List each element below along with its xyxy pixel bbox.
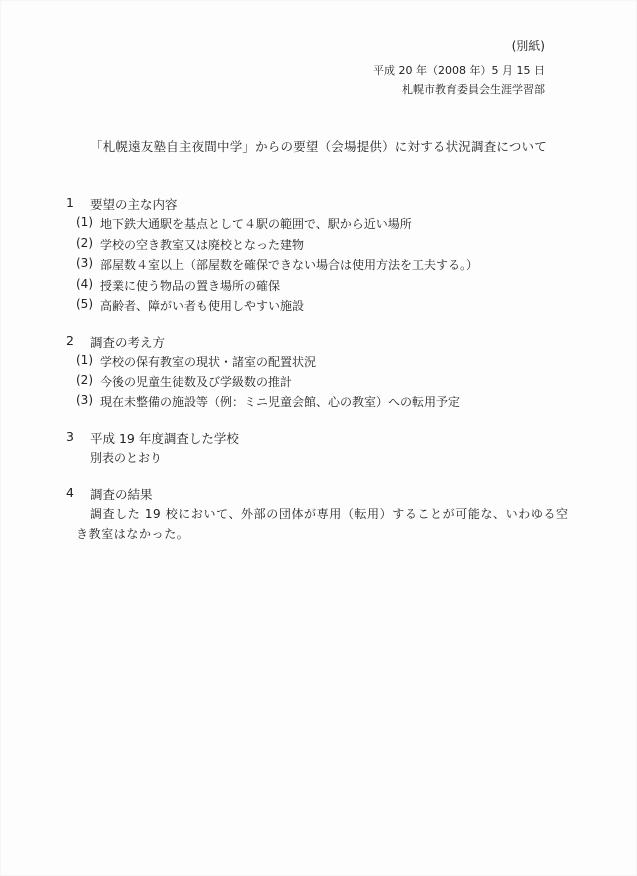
list-item-text: 今後の児童生徒数及び学級数の推計 <box>100 375 293 389</box>
section-heading: 平成 19 年度調査した学校 <box>90 431 239 446</box>
document-title: 「札幌遠友塾自主夜間中学」からの要望（会場提供）に対する状況調査について <box>90 139 547 154</box>
document-date: 平成 20 年（2008 年）5 月 15 日 <box>373 64 545 77</box>
list-item-number: (2) <box>76 236 93 250</box>
section-heading: 調査の結果 <box>90 487 153 502</box>
section-body: 別表のとおり <box>90 451 163 465</box>
list-item-number: (1) <box>76 215 93 229</box>
issuing-department: 札幌市教育委員会生涯学習部 <box>402 83 545 96</box>
section-heading: 要望の主な内容 <box>90 197 178 212</box>
list-item-text: 地下鉄大通駅を基点として４駅の範囲で、駅から近い場所 <box>100 217 412 231</box>
attachment-label: (別紙) <box>511 39 545 53</box>
section-number: 1 <box>66 195 74 210</box>
section-body-line: 調査した 19 校において、外部の団体が専用（転用）することが可能な、いわゆる空 <box>90 507 569 521</box>
section-number: 2 <box>66 333 74 348</box>
list-item-text: 高齢者、障がい者も使用しやすい施設 <box>100 299 305 313</box>
list-item-text: 授業に使う物品の置き場所の確保 <box>100 279 281 293</box>
list-item-text: 現在未整備の施設等（例：ミニ児童会館、心の教室）への転用予定 <box>100 395 461 409</box>
list-item-number: (4) <box>76 277 93 291</box>
section-number: 3 <box>66 429 74 444</box>
list-item-number: (1) <box>76 353 93 367</box>
section-heading: 調査の考え方 <box>90 335 166 350</box>
list-item-number: (5) <box>76 297 93 311</box>
list-item-text: 学校の保有教室の現状・諸室の配置状況 <box>100 355 317 369</box>
list-item-number: (3) <box>76 256 93 270</box>
list-item-number: (2) <box>76 373 93 387</box>
list-item-number: (3) <box>76 393 93 407</box>
section-body-line: き教室はなかった。 <box>76 527 190 541</box>
list-item-text: 部屋数４室以上（部屋数を確保できない場合は使用方法を工夫する。） <box>100 258 479 272</box>
section-number: 4 <box>66 485 74 500</box>
list-item-text: 学校の空き教室又は廃校となった建物 <box>100 238 305 252</box>
